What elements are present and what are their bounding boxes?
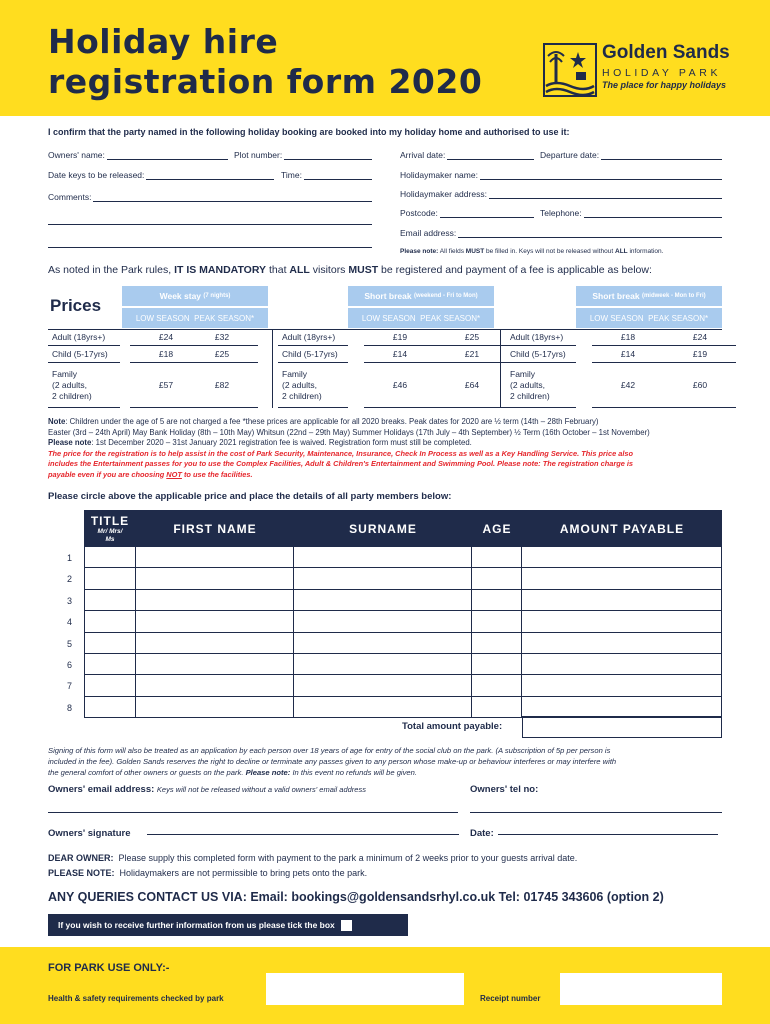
holidaymaker-name-field[interactable] <box>400 170 722 180</box>
signing-p3a: the general comfort of other owners or guests on the park. <box>48 768 244 777</box>
week-stay-note: (7 nights) <box>203 293 231 299</box>
weekend-peak-season: PEAK SEASON* <box>420 313 481 323</box>
note-line3-label: Please note <box>48 438 92 447</box>
holidaymaker-address-label: Holidaymaker address: <box>400 189 487 199</box>
owners-email-field[interactable] <box>48 784 366 795</box>
party-row-number: 6 <box>66 660 72 670</box>
owners-email-note: Keys will not be released without a valid owners' email address <box>156 785 366 794</box>
price-value[interactable]: £25 <box>436 329 508 346</box>
owners-signature-label: Owners' signature <box>48 828 131 839</box>
price-row-label: Family (2 adults, 2 children) <box>506 363 576 408</box>
date-keys-field[interactable] <box>48 170 274 180</box>
note-line3: : 1st December 2020 – 31st January 2021 registration fee is waived. Registration form must still be completed. <box>91 438 472 447</box>
short-weekend-note: (weekend - Fri to Mon) <box>413 293 478 299</box>
price-value[interactable]: £21 <box>436 346 508 363</box>
owners-email-line[interactable] <box>48 812 458 813</box>
owners-email-label: Owners' email address: <box>48 784 155 795</box>
price-value[interactable]: £18 <box>592 329 664 346</box>
logo-tagline: The place for happy holidays <box>602 80 727 90</box>
party-cell[interactable] <box>136 675 294 696</box>
holidaymaker-name-label: Holidaymaker name: <box>400 170 478 180</box>
date-keys-label: Date keys to be released: <box>48 170 145 180</box>
party-cell[interactable] <box>294 697 472 718</box>
please-note-body: Holidaymakers are not permissible to bring pets onto the park. <box>119 868 368 878</box>
week-stay-seasons <box>122 308 268 328</box>
short-weekend-seasons <box>348 308 494 328</box>
note-label: Please note: <box>400 248 439 255</box>
price-row-label: Adult (18yrs+) <box>506 329 576 346</box>
short-midweek-note: (midweek - Mon to Fri) <box>641 293 706 299</box>
postcode-label: Postcode: <box>400 208 438 218</box>
note-c: information. <box>629 248 664 255</box>
party-cell[interactable] <box>294 611 472 632</box>
mandatory-c: that <box>268 264 287 276</box>
receipt-box[interactable] <box>560 973 722 1005</box>
logo-sub: HOLIDAY PARK <box>602 67 722 79</box>
info-checkbox[interactable] <box>341 920 352 931</box>
weekend-low-season: LOW SEASON <box>361 313 416 323</box>
red-note-2: includes the Entertainment passes for you to use the Complex Facilities, Adult & Children's Entertainment and Swimming Pool. Please note: The registration charge is <box>48 459 634 468</box>
party-row-number: 2 <box>66 574 72 585</box>
party-row-number: 7 <box>66 681 72 692</box>
midweek-peak-season: PEAK SEASON* <box>648 313 709 323</box>
party-cell[interactable] <box>294 590 472 611</box>
time-field[interactable] <box>281 170 372 180</box>
party-instruction: Please circle above the applicable price and place the details of all party members below: <box>48 491 452 502</box>
mandatory-d: ALL <box>289 264 310 276</box>
dear-owner-text <box>48 853 577 863</box>
mandatory-notice <box>48 264 652 276</box>
email-label: Email address: <box>400 228 457 238</box>
note-all: ALL <box>615 248 628 255</box>
party-cell[interactable] <box>84 675 136 696</box>
party-cell[interactable] <box>472 633 522 654</box>
date-line[interactable] <box>498 834 718 835</box>
plot-number-label: Plot number: <box>234 150 283 160</box>
comments-label: Comments: <box>48 192 92 202</box>
party-cell[interactable] <box>84 590 136 611</box>
price-value[interactable]: £64 <box>436 363 508 408</box>
party-cell[interactable] <box>294 675 472 696</box>
col-amount-header: AMOUNT PAYABLE <box>522 510 722 547</box>
party-cell[interactable] <box>84 697 136 718</box>
price-row-label: Adult (18yrs+) <box>48 329 120 346</box>
party-cell[interactable] <box>84 547 136 568</box>
party-row-number: 8 <box>66 702 72 713</box>
telephone-label: Telephone: <box>540 208 582 218</box>
signing-p3b: Please note: <box>245 768 291 777</box>
departure-date-label: Departure date: <box>540 150 600 160</box>
red-note-3c: to use the facilities. <box>183 469 253 479</box>
logo-name: Golden Sands <box>602 42 730 63</box>
price-value[interactable]: £24 <box>130 329 202 346</box>
week-stay-header <box>122 286 268 306</box>
party-cell[interactable] <box>136 547 294 568</box>
price-value[interactable]: £14 <box>592 346 664 363</box>
title-line-1: Holiday hire <box>48 22 279 61</box>
health-label: Health & safety requirements checked by park <box>48 994 224 1003</box>
owners-name-field[interactable] <box>48 150 228 160</box>
prices-heading: Prices <box>50 296 102 315</box>
price-row-label: Adult (18yrs+) <box>278 329 348 346</box>
comments-line-3[interactable] <box>48 247 372 248</box>
price-value[interactable]: £14 <box>364 346 436 363</box>
red-note-3a: payable even if you are choosing <box>48 469 165 479</box>
price-value[interactable]: £24 <box>664 329 736 346</box>
col-title-header <box>84 510 136 547</box>
week-stay-label: Week stay <box>159 291 202 301</box>
holidaymaker-address-field[interactable] <box>400 189 722 199</box>
col-title-label: TITLE <box>90 513 130 528</box>
price-value[interactable]: £57 <box>130 363 202 408</box>
price-value[interactable]: £42 <box>592 363 664 408</box>
party-cell[interactable] <box>294 547 472 568</box>
short-weekend-header <box>348 286 494 306</box>
note-line1: : Children under the age of 5 are not charged a fee *these prices are applicable for all 2020 breaks. Peak dates for 2020 are ½ term (14th – 28th February) <box>65 417 599 426</box>
party-row-number: 4 <box>66 617 72 628</box>
party-cell[interactable] <box>136 654 294 675</box>
mandatory-e: visitors <box>312 264 346 276</box>
mandatory-b: IT IS MANDATORY <box>174 264 267 276</box>
price-value[interactable]: £19 <box>664 346 736 363</box>
price-notes <box>48 417 728 480</box>
party-cell[interactable] <box>472 547 522 568</box>
signing-p3c: In this event no refunds will be given. <box>292 768 417 777</box>
owners-signature-line[interactable] <box>147 834 459 835</box>
mandatory-f: MUST <box>348 264 379 276</box>
midweek-low-season: LOW SEASON <box>589 313 644 323</box>
title-line-2: registration form 2020 <box>48 62 483 101</box>
queries-contact: ANY QUERIES CONTACT US VIA: Email: bookings@goldensandsrhyl.co.uk Tel: 01745 343606 (option 2) <box>48 890 664 904</box>
comments-line-2[interactable] <box>48 224 372 225</box>
party-cell[interactable] <box>472 675 522 696</box>
arrival-date-label: Arrival date: <box>400 150 446 160</box>
party-cell[interactable] <box>472 590 522 611</box>
party-cell[interactable] <box>136 697 294 718</box>
price-value[interactable]: £19 <box>364 329 436 346</box>
short-midweek-label: Short break <box>592 291 640 301</box>
short-midweek-seasons <box>576 308 722 328</box>
party-cell[interactable] <box>472 568 522 589</box>
party-cell[interactable] <box>136 611 294 632</box>
party-cell[interactable] <box>472 697 522 718</box>
party-cell[interactable] <box>84 633 136 654</box>
price-value[interactable]: £60 <box>664 363 736 408</box>
party-cell[interactable] <box>522 611 722 632</box>
party-cell[interactable] <box>136 633 294 654</box>
plot-number-field[interactable] <box>234 150 372 160</box>
signing-p1: Signing of this form will also be treated as an application by each person over 18 years of age for entry of the social club on the park. (A subscription of 5p per person is <box>48 746 611 755</box>
party-cell[interactable] <box>294 568 472 589</box>
logo-emblem-icon <box>542 42 598 98</box>
price-row-label: Family (2 adults, 2 children) <box>278 363 348 408</box>
price-group-divider <box>272 329 273 408</box>
party-cell[interactable] <box>522 568 722 589</box>
park-use-label: FOR PARK USE ONLY:- <box>48 962 170 974</box>
comments-field[interactable] <box>48 192 372 202</box>
party-row-number: 3 <box>66 595 72 606</box>
price-row-label: Child (5-17yrs) <box>48 346 120 363</box>
col-age-header: AGE <box>472 510 522 547</box>
price-value[interactable]: £18 <box>130 346 202 363</box>
price-row-label: Family (2 adults, 2 children) <box>48 363 120 408</box>
price-value[interactable]: £32 <box>186 329 258 346</box>
party-cell[interactable] <box>84 611 136 632</box>
price-group-divider <box>500 329 501 408</box>
note-a: All fields <box>439 248 464 255</box>
total-amount-box[interactable] <box>522 716 722 738</box>
date-label: Date: <box>470 828 494 839</box>
note-line2: Easter (3rd – 24th April) May Bank Holiday (8th – 10th May) Whitsun (22nd – 29th May) Summer Holidays (17th July – 4th September) ½ Term (16th October – 1st November) <box>48 427 650 437</box>
party-cell[interactable] <box>136 568 294 589</box>
party-cell[interactable] <box>522 547 722 568</box>
col-surname-header: SURNAME <box>294 510 472 547</box>
week-low-season: LOW SEASON <box>135 313 190 323</box>
mandatory-g: be registered and payment of a fee is applicable as below: <box>381 264 652 276</box>
departure-date-field[interactable] <box>540 150 722 160</box>
signing-p2: included in the fee). Golden Sands reserves the right to decline or terminate any passes given to any person whose make-up or behaviour interferes or may interfere with <box>48 757 617 766</box>
red-note-1: The price for the registration is to help assist in the cost of Park Security, Maintenance, Insurance, Check In Process as well as a Key Handling Service. This price also <box>48 448 634 458</box>
party-cell[interactable] <box>522 654 722 675</box>
party-cell[interactable] <box>294 633 472 654</box>
time-label: Time: <box>281 170 302 180</box>
price-value[interactable]: £46 <box>364 363 436 408</box>
party-cell[interactable] <box>522 697 722 718</box>
short-weekend-label: Short break <box>364 291 412 301</box>
owners-name-label: Owners' name: <box>48 150 105 160</box>
dear-owner-label: DEAR OWNER: <box>48 853 114 863</box>
postcode-field[interactable] <box>400 208 534 218</box>
red-note-3 <box>48 470 728 481</box>
please-note-label: PLEASE NOTE: <box>48 868 115 878</box>
dear-owner-body: Please supply this completed form with payment to the park a minimum of 2 weeks prior to your guests arrival date. <box>118 853 578 863</box>
party-cell[interactable] <box>522 633 722 654</box>
total-label: Total amount payable: <box>402 721 503 732</box>
price-row-label: Child (5-17yrs) <box>506 346 576 363</box>
party-cell[interactable] <box>294 654 472 675</box>
price-row-label: Child (5-17yrs) <box>278 346 348 363</box>
golden-sands-logo <box>542 42 742 102</box>
party-cell[interactable] <box>522 590 722 611</box>
price-value[interactable]: £25 <box>186 346 258 363</box>
party-row-number: 5 <box>66 638 72 649</box>
col-first-name-header: FIRST NAME <box>136 510 294 547</box>
week-peak-season: PEAK SEASON* <box>194 313 255 323</box>
note-must: MUST <box>465 248 485 255</box>
party-cell[interactable] <box>472 654 522 675</box>
short-midweek-header <box>576 286 722 306</box>
receipt-label: Receipt number <box>480 994 541 1003</box>
arrival-date-field[interactable] <box>400 150 534 160</box>
email-field[interactable] <box>400 228 722 238</box>
party-cell[interactable] <box>84 654 136 675</box>
confirm-text: I confirm that the party named in the following holiday booking are booked into my holiday home and authorised to use it: <box>48 127 570 137</box>
party-cell[interactable] <box>522 675 722 696</box>
info-tick-bar <box>48 914 408 936</box>
owners-tel-line[interactable] <box>470 812 722 813</box>
tick-label: If you wish to receive further information from us please tick the box <box>58 920 335 930</box>
please-note-text <box>48 868 367 878</box>
note-b: be filled in. Keys will not be released without <box>486 248 614 255</box>
mandatory-a: As noted in the Park rules, <box>48 264 172 276</box>
owners-tel-label: Owners' tel no: <box>470 784 539 795</box>
fields-note <box>400 248 663 255</box>
telephone-field[interactable] <box>540 208 722 218</box>
note-line1-label: Note <box>48 417 66 426</box>
page-title <box>48 22 518 102</box>
col-title-sub: Mr/ Mrs/ Ms <box>97 527 123 543</box>
party-row-number: 1 <box>66 553 72 563</box>
signing-text <box>48 745 728 778</box>
red-note-3b: NOT <box>166 469 182 479</box>
price-value[interactable]: £82 <box>186 363 258 408</box>
health-box[interactable] <box>266 973 464 1005</box>
party-cell[interactable] <box>136 590 294 611</box>
party-cell[interactable] <box>472 611 522 632</box>
party-cell[interactable] <box>84 568 136 589</box>
